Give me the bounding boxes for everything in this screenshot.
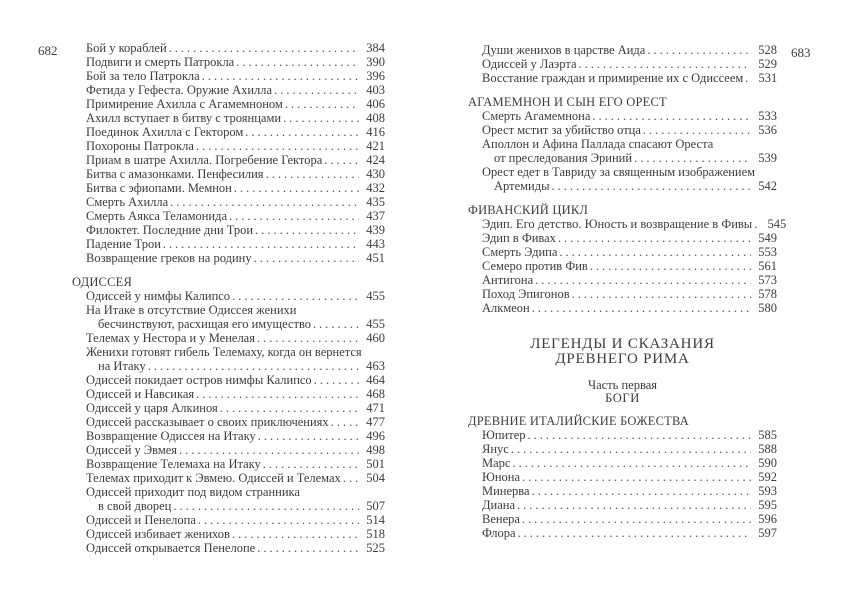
toc-entry-line xyxy=(72,401,385,415)
toc-entry-line xyxy=(72,373,385,387)
toc-entry-line xyxy=(72,41,385,55)
toc-entry xyxy=(468,428,777,442)
entry-title: Битва с эфиопами. Мемнон xyxy=(86,181,232,195)
dot-leader xyxy=(148,359,359,373)
dot-leader xyxy=(198,513,359,527)
dot-leader xyxy=(313,317,359,331)
entry-title: Души женихов в царстве Аида xyxy=(482,43,646,57)
toc-entry-line xyxy=(72,387,385,401)
toc-entry xyxy=(72,401,385,415)
toc-entry xyxy=(468,512,777,526)
toc-entry xyxy=(468,287,777,301)
dot-leader xyxy=(511,442,751,456)
entry-page-ref: 501 xyxy=(366,457,385,471)
toc-entry xyxy=(72,513,385,527)
toc-entry-line xyxy=(468,273,777,287)
toc-entry xyxy=(72,331,385,345)
section-heading: ФИВАНСКИЙ ЦИКЛ xyxy=(468,203,589,217)
dot-leader xyxy=(263,457,359,471)
dot-leader xyxy=(196,387,359,401)
toc-entry xyxy=(72,195,385,209)
entry-page-ref: 430 xyxy=(366,167,385,181)
entry-page-ref: 396 xyxy=(366,69,385,83)
entry-title: Смерть Ахилла xyxy=(86,195,169,209)
toc-entry xyxy=(72,181,385,195)
entry-page-ref: 531 xyxy=(758,71,778,85)
toc-entry xyxy=(72,167,385,181)
entry-title: Фетида у Гефеста. Оружие Ахилла xyxy=(86,83,273,97)
toc-entry xyxy=(468,456,777,470)
dot-leader xyxy=(551,179,751,193)
entry-title: бесчинствуют, расхищая его имущество xyxy=(98,317,312,331)
dot-leader xyxy=(745,71,751,85)
dot-leader xyxy=(232,527,359,541)
entry-title: Янус xyxy=(482,442,509,456)
dot-leader xyxy=(257,541,359,555)
toc-entry-line xyxy=(72,223,385,237)
toc-entry-line xyxy=(72,69,385,83)
entry-page-ref: 496 xyxy=(366,429,385,443)
toc-entry-line xyxy=(468,442,777,456)
toc-entry-line xyxy=(72,139,385,153)
entry-title: на Итаку xyxy=(98,359,146,373)
entry-page-ref: 504 xyxy=(366,471,385,485)
toc-entry-line xyxy=(72,415,385,429)
toc-entry xyxy=(468,137,777,165)
toc-entry-line xyxy=(468,231,777,245)
dot-leader xyxy=(314,373,359,387)
right-page-number: 683 xyxy=(791,45,811,60)
entry-title: Смерть Эдипа xyxy=(482,245,558,259)
dot-leader xyxy=(532,484,751,498)
toc-entry xyxy=(72,345,385,373)
entry-page-ref: 533 xyxy=(758,109,777,123)
toc-left-page xyxy=(72,41,385,555)
entry-page-ref: 518 xyxy=(366,527,385,541)
part-title-line: ЛЕГЕНДЫ И СКАЗАНИЯ xyxy=(530,336,715,352)
entry-title: Одиссей рассказывает о своих приключениях xyxy=(86,415,329,429)
entry-page-ref: 597 xyxy=(758,526,777,540)
dot-leader xyxy=(173,499,359,513)
entry-page-ref: 408 xyxy=(366,111,385,125)
dot-leader xyxy=(236,55,359,69)
entry-page-ref: 471 xyxy=(366,401,385,415)
toc-entry xyxy=(72,55,385,69)
toc-entry-line xyxy=(468,498,777,512)
toc-entry xyxy=(468,217,787,231)
entry-title: Диана xyxy=(482,498,516,512)
toc-entry xyxy=(72,251,385,265)
toc-entry-line xyxy=(468,57,777,71)
entry-title: Похороны Патрокла xyxy=(86,139,194,153)
toc-entry xyxy=(72,303,385,331)
toc-entry xyxy=(468,231,777,245)
dot-leader xyxy=(532,301,751,315)
toc-entry-line xyxy=(72,251,385,265)
toc-entry xyxy=(72,415,385,429)
toc-entry xyxy=(468,259,777,273)
toc-entry xyxy=(72,457,385,471)
toc-entry xyxy=(468,442,777,456)
entry-page-ref: 455 xyxy=(366,317,385,331)
entry-page-ref: 578 xyxy=(758,287,777,301)
entry-page-ref: 549 xyxy=(758,231,777,245)
entry-page-ref: 406 xyxy=(366,97,385,111)
dot-leader xyxy=(274,83,359,97)
entry-page-ref: 553 xyxy=(758,245,777,259)
entry-page-ref: 421 xyxy=(366,139,385,153)
toc-entry-line xyxy=(72,125,385,139)
toc-entry-line xyxy=(468,165,777,179)
dot-leader xyxy=(647,43,751,57)
toc-entry xyxy=(72,139,385,153)
toc-entry-line xyxy=(72,83,385,97)
dot-leader xyxy=(220,401,359,415)
entry-page-ref: 498 xyxy=(366,443,385,457)
toc-entry xyxy=(468,71,777,85)
entry-title: Флора xyxy=(482,526,516,540)
entry-page-ref: 536 xyxy=(758,123,777,137)
entry-page-ref: 464 xyxy=(366,373,385,387)
dot-leader xyxy=(592,109,751,123)
toc-entry-line xyxy=(72,429,385,443)
section-heading: ОДИССЕЯ xyxy=(72,275,133,289)
entry-title: Одиссей и Навсикая xyxy=(86,387,195,401)
dot-leader xyxy=(518,526,751,540)
entry-title: от преследования Эриний xyxy=(494,151,633,165)
entry-title: Поединок Ахилла с Гектором xyxy=(86,125,244,139)
toc-entry xyxy=(468,273,777,287)
dot-leader xyxy=(283,111,359,125)
toc-entry xyxy=(72,387,385,401)
entry-title: Возвращение Телемаха на Итаку xyxy=(86,457,261,471)
toc-entry xyxy=(72,541,385,555)
dot-leader xyxy=(163,237,359,251)
part-subtitle xyxy=(468,379,777,404)
toc-entry xyxy=(468,43,777,57)
toc-entry-line xyxy=(72,111,385,125)
dot-leader xyxy=(196,139,359,153)
toc-entry-line xyxy=(72,359,385,373)
toc-entry-line xyxy=(468,179,777,193)
entry-page-ref: 588 xyxy=(758,442,777,456)
entry-title: Одиссей покидает остров нимфы Калипсо xyxy=(86,373,312,387)
entry-page-ref: 545 xyxy=(767,217,787,231)
left-page-number: 682 xyxy=(38,43,58,58)
toc-entry-line xyxy=(468,71,777,85)
toc-entry xyxy=(72,41,385,55)
dot-leader xyxy=(643,123,751,137)
toc-entry xyxy=(468,526,777,540)
entry-title: Орест едет в Тавриду за священным изображением xyxy=(482,165,756,179)
dot-leader xyxy=(343,471,359,485)
dot-leader xyxy=(254,251,359,265)
entry-title: Телемах приходит к Эвмею. Одиссей и Телемах xyxy=(86,471,341,485)
toc-entry-line xyxy=(72,499,385,513)
dot-leader xyxy=(179,443,359,457)
part-subtitle-line: Часть первая xyxy=(587,378,658,392)
entry-title: Артемиды xyxy=(494,179,550,193)
toc-entry-line xyxy=(72,345,385,359)
entry-page-ref: 514 xyxy=(366,513,385,527)
entry-page-ref: 437 xyxy=(366,209,385,223)
entry-page-ref: 424 xyxy=(366,153,385,167)
entry-page-ref: 432 xyxy=(366,181,385,195)
section-heading: ДРЕВНИЕ ИТАЛИЙСКИЕ БОЖЕСТВА xyxy=(468,414,689,428)
toc-entry xyxy=(72,209,385,223)
entry-title: в свой дворец xyxy=(98,499,172,513)
entry-page-ref: 455 xyxy=(366,289,385,303)
dot-leader xyxy=(512,456,751,470)
entry-title: Бой у кораблей xyxy=(86,41,167,55)
entry-title: Примирение Ахилла с Агамемноном xyxy=(86,97,283,111)
toc-entry-line xyxy=(72,513,385,527)
entry-title: Марс xyxy=(482,456,511,470)
entry-title: Одиссей у царя Алкиноя xyxy=(86,401,218,415)
toc-entry xyxy=(468,165,777,193)
entry-title: Филоктет. Последние дни Трои xyxy=(86,223,254,237)
toc-entry-line xyxy=(72,443,385,457)
entry-title: Возвращение греков на родину xyxy=(86,251,252,265)
dot-leader xyxy=(634,151,751,165)
entry-page-ref: 590 xyxy=(758,456,777,470)
toc-entry-line xyxy=(72,317,385,331)
entry-title: Возвращение Одиссея на Итаку xyxy=(86,429,256,443)
toc-entry xyxy=(72,69,385,83)
toc-entry-line xyxy=(468,526,777,540)
toc-entry-line xyxy=(72,181,385,195)
entry-title: Падение Трои xyxy=(86,237,161,251)
toc-entry xyxy=(72,443,385,457)
toc-entry-line xyxy=(468,123,777,137)
entry-title: Смерть Аякса Теламонида xyxy=(86,209,228,223)
toc-entry-line xyxy=(72,541,385,555)
dot-leader xyxy=(232,289,359,303)
entry-title: Антигона xyxy=(482,273,534,287)
entry-title: Одиссей открывается Пенелопе xyxy=(86,541,256,555)
toc-entry-line xyxy=(72,195,385,209)
entry-title: Одиссей приходит под видом странника xyxy=(86,485,300,499)
dot-leader xyxy=(229,209,359,223)
dot-leader xyxy=(169,41,359,55)
dot-leader xyxy=(517,498,751,512)
entry-page-ref: 593 xyxy=(758,484,777,498)
toc-entry xyxy=(72,485,385,513)
part-subtitle-line: БОГИ xyxy=(605,390,640,405)
entry-page-ref: 573 xyxy=(758,273,777,287)
dot-leader xyxy=(535,273,751,287)
toc-entry-line xyxy=(72,55,385,69)
toc-entry xyxy=(468,123,777,137)
entry-title: Телемах у Нестора и у Менелая xyxy=(86,331,255,345)
toc-entry xyxy=(468,245,777,259)
entry-title: Одиссей у Лаэрта xyxy=(482,57,577,71)
entry-title: Поход Эпигонов xyxy=(482,287,570,301)
entry-page-ref: 592 xyxy=(758,470,777,484)
dot-leader xyxy=(559,245,751,259)
toc-entry-line xyxy=(468,137,777,151)
toc-entry xyxy=(72,289,385,303)
toc-entry-line xyxy=(468,470,777,484)
dot-leader xyxy=(572,287,751,301)
toc-entry-line xyxy=(72,471,385,485)
entry-page-ref: 390 xyxy=(366,55,385,69)
entry-title: Венера xyxy=(482,512,520,526)
toc-entry-line xyxy=(468,259,777,273)
toc-entry xyxy=(468,470,777,484)
toc-entry xyxy=(72,83,385,97)
toc-entry xyxy=(468,109,777,123)
toc-entry xyxy=(468,484,777,498)
dot-leader xyxy=(590,259,751,273)
dot-leader xyxy=(754,217,760,231)
entry-page-ref: 384 xyxy=(366,41,385,55)
entry-page-ref: 528 xyxy=(758,43,777,57)
entry-page-ref: 463 xyxy=(366,359,385,373)
toc-entry-line xyxy=(72,237,385,251)
toc-entry-line xyxy=(72,457,385,471)
entry-title: Семеро против Фив xyxy=(482,259,588,273)
section-heading: АГАМЕМНОН И СЫН ЕГО ОРЕСТ xyxy=(468,95,667,109)
toc-entry-line xyxy=(468,512,777,526)
dot-leader xyxy=(522,512,751,526)
toc-entry-line xyxy=(72,485,385,499)
entry-page-ref: 460 xyxy=(366,331,385,345)
toc-entry xyxy=(72,153,385,167)
toc-entry xyxy=(72,237,385,251)
toc-entry-line xyxy=(72,167,385,181)
entry-title: Юнона xyxy=(482,470,521,484)
toc-entry-line xyxy=(72,303,385,317)
toc-entry-line xyxy=(468,109,777,123)
entry-page-ref: 596 xyxy=(758,512,777,526)
entry-title: На Итаке в отсутствие Одиссея женихи xyxy=(86,303,297,317)
dot-leader xyxy=(522,470,751,484)
dot-leader xyxy=(245,125,359,139)
dot-leader xyxy=(331,415,359,429)
entry-title: Бой за тело Патрокла xyxy=(86,69,200,83)
entry-page-ref: 439 xyxy=(366,223,385,237)
entry-title: Эдип. Его детство. Юность и возвращение в Фивы xyxy=(482,217,753,231)
entry-title: Битва с амазонками. Пенфесилия xyxy=(86,167,264,181)
entry-page-ref: 403 xyxy=(366,83,385,97)
entry-title: Смерть Агамемнона xyxy=(482,109,591,123)
toc-entry-line xyxy=(72,153,385,167)
dot-leader xyxy=(324,153,359,167)
toc-entry-line xyxy=(468,484,777,498)
dot-leader xyxy=(266,167,359,181)
toc-entry xyxy=(72,125,385,139)
entry-title: Ахилл вступает в битву с троянцами xyxy=(86,111,282,125)
toc-entry xyxy=(468,57,777,71)
toc-entry xyxy=(72,97,385,111)
toc-entry-line xyxy=(468,217,787,231)
entry-title: Одиссей у нимфы Калипсо xyxy=(86,289,231,303)
entry-page-ref: 542 xyxy=(758,179,777,193)
toc-right-page xyxy=(468,43,787,540)
dot-leader xyxy=(234,181,359,195)
dot-leader xyxy=(255,223,359,237)
entry-title: Алкмеон xyxy=(482,301,530,315)
toc-entry xyxy=(72,429,385,443)
entry-page-ref: 529 xyxy=(758,57,777,71)
entry-page-ref: 477 xyxy=(366,415,385,429)
entry-page-ref: 585 xyxy=(758,428,777,442)
toc-entry-line xyxy=(468,245,777,259)
entry-page-ref: 451 xyxy=(366,251,385,265)
entry-title: Минерва xyxy=(482,484,530,498)
entry-page-ref: 580 xyxy=(758,301,777,315)
entry-title: Одиссей избивает женихов xyxy=(86,527,230,541)
entry-title: Одиссей у Эвмея xyxy=(86,443,178,457)
entry-page-ref: 416 xyxy=(366,125,385,139)
toc-entry xyxy=(72,223,385,237)
entry-title: Подвиги и смерть Патрокла xyxy=(86,55,235,69)
entry-title: Женихи готовят гибель Телемаху, когда он вернется xyxy=(86,345,362,359)
dot-leader xyxy=(257,331,359,345)
toc-entry-line xyxy=(468,456,777,470)
toc-entry-line xyxy=(72,97,385,111)
dot-leader xyxy=(202,69,359,83)
part-title xyxy=(468,337,777,366)
toc-entry-line xyxy=(72,289,385,303)
toc-entry-line xyxy=(72,331,385,345)
toc-entry-line xyxy=(72,527,385,541)
entry-page-ref: 561 xyxy=(758,259,777,273)
toc-entry xyxy=(72,373,385,387)
dot-leader xyxy=(558,231,751,245)
entry-title: Аполлон и Афина Паллада спасают Ореста xyxy=(482,137,714,151)
dot-leader xyxy=(258,429,359,443)
entry-title: Юпитер xyxy=(482,428,526,442)
entry-page-ref: 595 xyxy=(758,498,777,512)
toc-entry-line xyxy=(468,301,777,315)
toc-entry-line xyxy=(468,43,777,57)
entry-page-ref: 525 xyxy=(366,541,385,555)
dot-leader xyxy=(579,57,751,71)
toc-entry xyxy=(72,471,385,485)
dot-leader xyxy=(170,195,359,209)
entry-page-ref: 435 xyxy=(366,195,385,209)
toc-entry xyxy=(72,111,385,125)
toc-entry xyxy=(72,527,385,541)
toc-entry-line xyxy=(468,428,777,442)
entry-page-ref: 443 xyxy=(366,237,385,251)
entry-title: Орест мстит за убийство отца xyxy=(482,123,641,137)
toc-entry xyxy=(468,498,777,512)
dot-leader xyxy=(528,428,752,442)
entry-title: Эдип в Фивах xyxy=(482,231,556,245)
toc-entry-line xyxy=(468,151,777,165)
entry-page-ref: 539 xyxy=(758,151,777,165)
part-title-line: ДРЕВНЕГО РИМА xyxy=(555,350,690,367)
entry-title: Одиссей и Пенелопа xyxy=(86,513,196,527)
toc-entry xyxy=(468,301,777,315)
toc-entry-line xyxy=(468,287,777,301)
entry-page-ref: 507 xyxy=(366,499,385,513)
toc-entry-line xyxy=(72,209,385,223)
dot-leader xyxy=(285,97,359,111)
entry-page-ref: 468 xyxy=(366,387,385,401)
entry-title: Приам в шатре Ахилла. Погребение Гектора xyxy=(86,153,323,167)
entry-title: Восстание граждан и примирение их с Одиссеем xyxy=(482,71,744,85)
